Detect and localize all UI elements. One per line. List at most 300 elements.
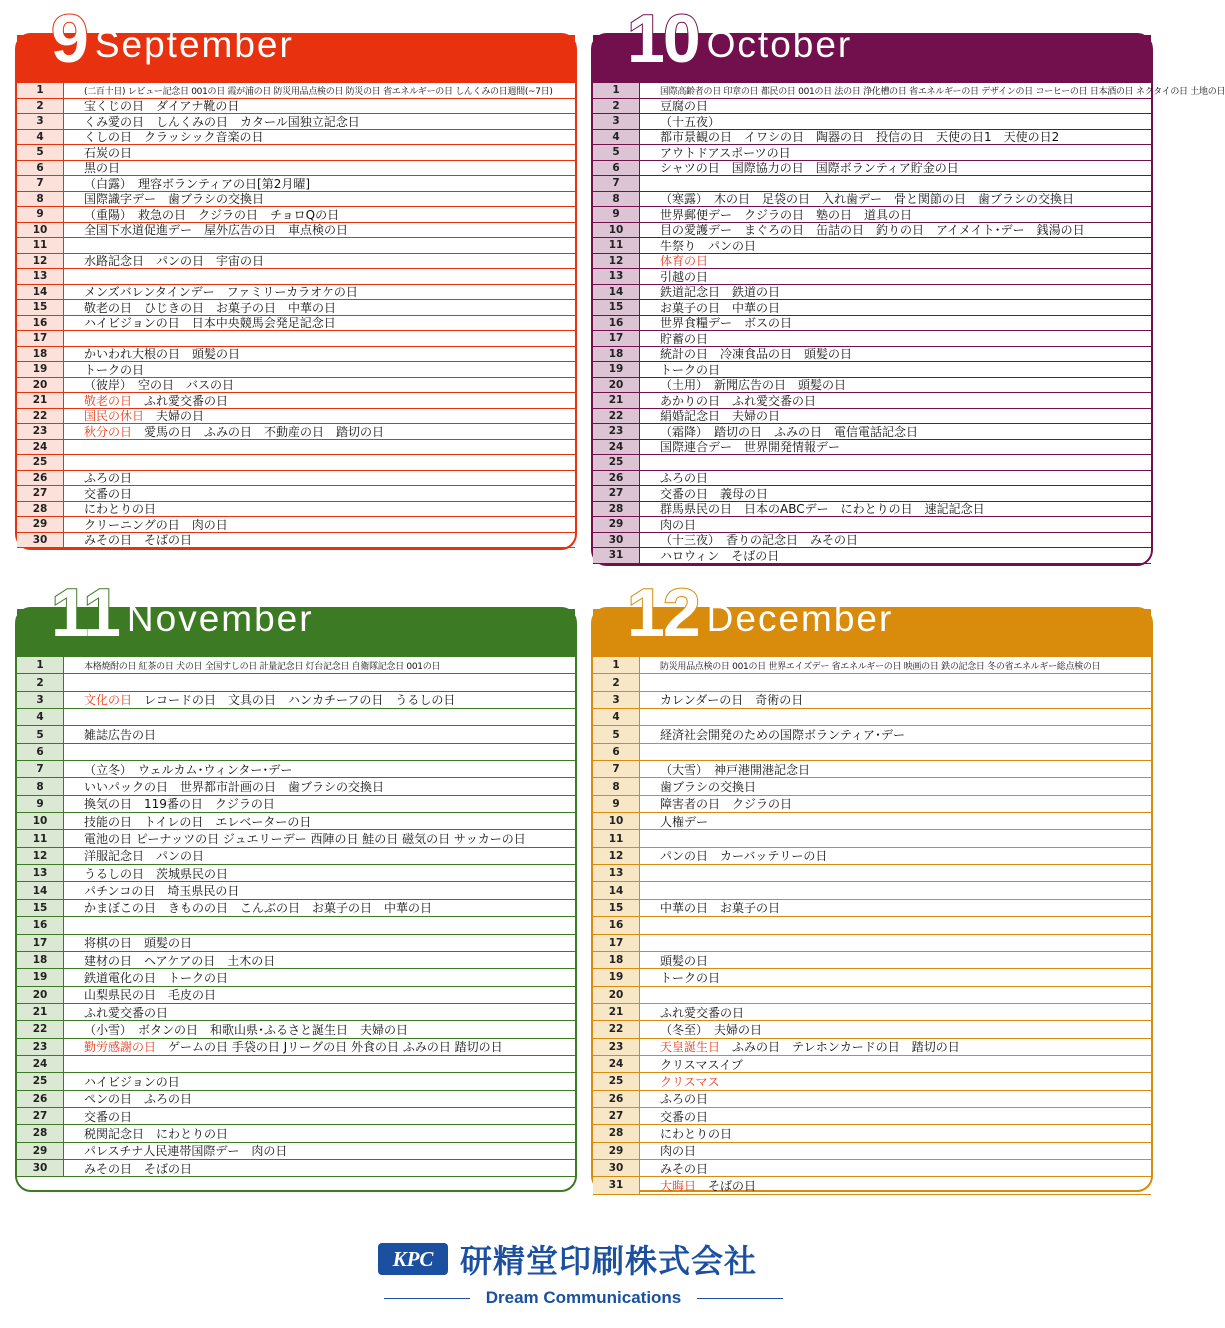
day-row — [17, 533, 575, 549]
day-number: 15 — [593, 900, 640, 916]
day-events — [64, 409, 575, 424]
day-events — [640, 987, 1151, 1003]
day-events — [64, 1108, 575, 1124]
day-row — [17, 1108, 575, 1125]
day-row — [17, 1073, 575, 1090]
day-events — [640, 848, 1151, 864]
day-events — [64, 1021, 575, 1037]
month-name: November — [126, 598, 314, 639]
day-number: 21 — [593, 1004, 640, 1020]
day-row — [593, 238, 1151, 254]
day-list — [593, 83, 1225, 564]
day-row — [593, 900, 1151, 917]
day-number: 29 — [17, 517, 64, 532]
day-number: 14 — [17, 882, 64, 898]
day-row — [17, 192, 575, 208]
day-events — [640, 192, 1151, 207]
day-number: 31 — [593, 548, 640, 563]
day-row — [17, 1039, 575, 1056]
event-text: （十三夜） 香りの記念日 みその日 — [660, 533, 859, 548]
day-events — [640, 1177, 1151, 1193]
day-row — [17, 409, 575, 425]
event-text: 本格焼酎の日 紅茶の日 犬の日 全国すしの日 計量記念日 灯台記念日 自衛隊記念日 001の日 — [84, 661, 441, 672]
day-number: 11 — [17, 830, 64, 846]
day-row — [17, 1091, 575, 1108]
day-row — [17, 486, 575, 502]
day-row — [17, 692, 575, 709]
event-text: ハイビジョンの日 日本中央競馬会発足記念日 — [84, 316, 336, 331]
day-number: 9 — [17, 796, 64, 812]
day-number: 3 — [593, 692, 640, 708]
day-number: 6 — [593, 161, 640, 176]
day-number: 23 — [17, 1039, 64, 1055]
day-events — [64, 917, 575, 933]
day-number: 11 — [593, 830, 640, 846]
event-text: （重陽） 救急の日 クジラの日 チョロQの日 — [84, 207, 340, 222]
month-number: 12 — [627, 575, 699, 651]
day-row — [17, 778, 575, 795]
day-events — [640, 548, 1151, 563]
day-number: 12 — [593, 254, 640, 269]
event-text: くみ愛の日 しんくみの日 カタール国独立記念日 — [84, 114, 360, 129]
event-text: （小雪） ボタンの日 和歌山県･ふるさと誕生日 夫婦の日 — [84, 1022, 409, 1037]
day-row — [593, 935, 1151, 952]
day-row — [17, 848, 575, 865]
company-logo[interactable] — [378, 1236, 757, 1282]
day-events — [640, 952, 1151, 968]
holiday-label: 秋分の日 — [84, 424, 133, 439]
day-events — [64, 238, 575, 253]
event-text: （寒露） 木の日 足袋の日 入れ歯デー 骨と関節の日 歯ブラシの交換日 — [660, 192, 1075, 207]
day-row — [593, 130, 1151, 146]
day-events — [64, 269, 575, 284]
day-events — [64, 848, 575, 864]
day-events — [64, 674, 575, 690]
day-number: 18 — [593, 952, 640, 968]
day-row — [17, 83, 575, 99]
event-text: パンの日 カーバッテリーの日 — [660, 849, 828, 864]
event-text: 群馬県民の日 日本のABCデー にわとりの日 速記記念日 — [660, 502, 985, 517]
event-text: トークの日 — [660, 362, 721, 377]
event-text: 全国下水道促進デー 屋外広告の日 車点検の日 — [84, 223, 349, 238]
day-row — [17, 424, 575, 440]
event-text: 交番の日 — [84, 1109, 133, 1124]
day-row — [593, 455, 1151, 471]
event-text: ハロウィン そばの日 — [660, 548, 780, 563]
day-events — [64, 362, 575, 377]
day-row — [593, 657, 1151, 674]
day-events — [64, 207, 575, 222]
event-text: 交番の日 義母の日 — [660, 486, 769, 501]
event-text: （大雪） 神戸港開港記念日 — [660, 762, 811, 777]
day-number: 20 — [17, 378, 64, 393]
day-row — [17, 99, 575, 115]
day-row — [593, 207, 1151, 223]
day-number: 17 — [593, 331, 640, 346]
day-row — [593, 192, 1151, 208]
event-text: 国際連合デー 世界開発情報デー — [660, 440, 841, 455]
day-row — [17, 502, 575, 518]
day-events — [640, 865, 1151, 881]
event-text: メンズバレンタインデー ファミリーカラオケの日 — [84, 285, 358, 300]
day-number: 28 — [593, 1125, 640, 1141]
day-events — [64, 1125, 575, 1141]
day-row — [593, 548, 1151, 564]
event-text: 世界食糧デー ボスの日 — [660, 316, 793, 331]
day-number: 19 — [593, 362, 640, 377]
event-text: いいパックの日 世界都市計画の日 歯ブラシの交換日 — [84, 780, 385, 795]
day-number: 26 — [17, 1091, 64, 1107]
day-row — [593, 378, 1151, 394]
day-row — [593, 1021, 1151, 1038]
day-number: 18 — [593, 347, 640, 362]
day-events — [640, 145, 1151, 160]
day-number: 16 — [17, 316, 64, 331]
day-events — [640, 362, 1151, 377]
day-number: 14 — [593, 882, 640, 898]
month-number: 10 — [627, 1, 699, 77]
day-events — [640, 393, 1151, 408]
day-events — [64, 1004, 575, 1020]
day-events — [640, 207, 1151, 222]
day-row — [593, 917, 1151, 934]
day-events — [640, 502, 1151, 517]
holiday-label: 国民の休日 — [84, 409, 145, 424]
event-text: シャツの日 国際協力の日 国際ボランティア貯金の日 — [660, 161, 959, 176]
day-number: 29 — [593, 1143, 640, 1159]
day-row — [17, 223, 575, 239]
day-number: 27 — [593, 1108, 640, 1124]
event-text: ふろの日 — [660, 471, 709, 486]
day-events — [640, 409, 1151, 424]
day-row — [593, 99, 1151, 115]
day-number: 19 — [593, 969, 640, 985]
day-row — [17, 130, 575, 146]
day-row — [17, 865, 575, 882]
day-row — [593, 285, 1151, 301]
day-row — [593, 778, 1151, 795]
day-events — [64, 347, 575, 362]
event-text: みその日 そばの日 — [84, 533, 193, 548]
event-text: 経済社会開発のための国際ボランティア･デー — [660, 728, 906, 743]
day-row — [17, 269, 575, 285]
day-events — [64, 987, 575, 1003]
event-text: ふれ愛交番の日 — [144, 393, 229, 408]
day-number: 10 — [593, 813, 640, 829]
event-text: あかりの日 ふれ愛交番の日 — [660, 393, 817, 408]
day-row — [17, 114, 575, 130]
event-text: 引越の日 — [660, 269, 709, 284]
day-events — [64, 969, 575, 985]
event-text: クリスマスイブ — [660, 1057, 743, 1072]
event-text: トークの日 — [84, 362, 145, 377]
day-number: 25 — [593, 455, 640, 470]
day-events — [640, 726, 1151, 742]
day-row — [593, 533, 1151, 549]
day-number: 1 — [593, 657, 640, 673]
day-events — [640, 657, 1151, 673]
day-row — [593, 709, 1151, 726]
day-number: 13 — [593, 269, 640, 284]
day-row — [593, 347, 1151, 363]
day-number: 29 — [17, 1143, 64, 1159]
day-row — [593, 300, 1151, 316]
day-events — [640, 533, 1151, 548]
day-row — [593, 1004, 1151, 1021]
day-events — [64, 935, 575, 951]
month-number: 11 — [51, 575, 119, 651]
day-row — [593, 987, 1151, 1004]
day-number: 3 — [17, 114, 64, 129]
day-events — [640, 674, 1151, 690]
day-number: 22 — [593, 1021, 640, 1037]
day-events — [64, 1091, 575, 1107]
day-number: 10 — [17, 223, 64, 238]
day-events — [64, 455, 575, 470]
day-events — [64, 99, 575, 114]
day-number: 23 — [17, 424, 64, 439]
day-number: 2 — [593, 99, 640, 114]
event-text: ペンの日 ふろの日 — [84, 1092, 193, 1107]
day-events — [64, 744, 575, 760]
event-text: かいわれ大根の日 頭髪の日 — [84, 347, 241, 362]
day-events — [640, 969, 1151, 985]
day-list — [17, 83, 575, 548]
day-number: 5 — [593, 145, 640, 160]
day-number: 17 — [17, 331, 64, 346]
day-number: 11 — [17, 238, 64, 253]
month-number: 9 — [51, 1, 87, 77]
day-events — [640, 882, 1151, 898]
day-number: 24 — [17, 1056, 64, 1072]
event-text: 国際識字デー 歯ブラシの交換日 — [84, 192, 265, 207]
day-number: 6 — [17, 744, 64, 760]
day-row — [593, 161, 1151, 177]
day-row — [17, 145, 575, 161]
day-events — [64, 882, 575, 898]
day-number: 28 — [17, 502, 64, 517]
day-number: 22 — [17, 1021, 64, 1037]
day-row — [17, 744, 575, 761]
event-text: ふれ愛交番の日 — [660, 1005, 745, 1020]
day-row — [17, 331, 575, 347]
event-text: お菓子の日 中華の日 — [660, 300, 781, 315]
day-number: 26 — [593, 1091, 640, 1107]
day-row — [593, 486, 1151, 502]
day-number: 19 — [17, 362, 64, 377]
event-text: 交番の日 — [84, 486, 133, 501]
day-number: 30 — [17, 1160, 64, 1176]
day-row — [593, 517, 1151, 533]
day-row — [593, 848, 1151, 865]
event-text: レコードの日 文具の日 ハンカチーフの日 うるしの日 — [144, 693, 456, 708]
event-text: 洋服記念日 パンの日 — [84, 849, 205, 864]
day-number: 6 — [17, 161, 64, 176]
day-number: 21 — [17, 1004, 64, 1020]
day-number: 28 — [17, 1125, 64, 1141]
day-events — [640, 254, 1151, 269]
day-number: 7 — [593, 761, 640, 777]
day-number: 9 — [593, 207, 640, 222]
holiday-label: 敬老の日 — [84, 393, 133, 408]
day-events — [640, 935, 1151, 951]
day-row — [17, 952, 575, 969]
event-text: 水路記念日 パンの日 宇宙の日 — [84, 254, 265, 269]
day-events — [640, 486, 1151, 501]
event-text: 歯ブラシの交換日 — [660, 780, 757, 795]
day-row — [17, 709, 575, 726]
day-number: 22 — [17, 409, 64, 424]
day-row — [17, 969, 575, 986]
day-events — [64, 709, 575, 725]
day-row — [17, 238, 575, 254]
day-row — [17, 761, 575, 778]
day-number: 4 — [17, 130, 64, 145]
day-number: 8 — [593, 778, 640, 794]
day-row — [593, 269, 1151, 285]
day-events — [640, 1108, 1151, 1124]
event-text: 電池の日 ピーナッツの日 ジュエリーデー 西陣の日 鮭の日 磁気の日 サッカーの日 — [84, 832, 526, 847]
day-events — [640, 130, 1151, 145]
event-text: ハイビジョンの日 — [84, 1074, 180, 1089]
day-row — [17, 917, 575, 934]
event-text: 都市景観の日 イワシの日 陶器の日 投信の日 天使の日1 天使の日2 — [660, 130, 1060, 145]
day-number: 30 — [17, 533, 64, 548]
event-text: 石炭の日 — [84, 145, 133, 160]
day-number: 1 — [17, 83, 64, 98]
day-events — [640, 1143, 1151, 1159]
day-events — [64, 424, 575, 439]
day-events — [640, 347, 1151, 362]
event-text: そばの日 — [708, 1178, 757, 1193]
day-row — [17, 935, 575, 952]
day-row — [593, 471, 1151, 487]
day-events — [640, 517, 1151, 532]
day-row — [17, 254, 575, 270]
day-number: 16 — [593, 917, 640, 933]
day-number: 7 — [17, 761, 64, 777]
day-number: 31 — [593, 1177, 640, 1193]
day-row — [593, 114, 1151, 130]
day-number: 7 — [17, 176, 64, 191]
month-heading — [627, 1, 853, 77]
november-panel — [15, 575, 577, 1192]
day-row — [17, 393, 575, 409]
day-list — [593, 657, 1151, 1195]
event-text: みその日 そばの日 — [84, 1161, 193, 1176]
day-events — [640, 1039, 1151, 1055]
day-number: 27 — [17, 486, 64, 501]
day-row — [593, 813, 1151, 830]
company-name: 研精堂印刷株式会社 — [460, 1242, 758, 1280]
tagline-rule-left — [384, 1298, 470, 1299]
event-text: 統計の日 冷凍食品の日 頭髪の日 — [660, 347, 853, 362]
day-row — [593, 145, 1151, 161]
day-events — [64, 300, 575, 315]
day-row — [17, 813, 575, 830]
day-number: 1 — [17, 657, 64, 673]
day-row — [17, 796, 575, 813]
day-row — [593, 316, 1151, 332]
day-events — [64, 900, 575, 916]
day-number: 4 — [17, 709, 64, 725]
day-number: 2 — [593, 674, 640, 690]
day-number: 21 — [593, 393, 640, 408]
day-number: 16 — [17, 917, 64, 933]
day-events — [64, 761, 575, 777]
month-heading — [51, 575, 314, 651]
day-events — [640, 378, 1151, 393]
event-text: 絹婚記念日 夫婦の日 — [660, 409, 781, 424]
day-events — [640, 761, 1151, 777]
day-events — [640, 99, 1151, 114]
day-events — [64, 130, 575, 145]
october-panel — [591, 1, 1225, 566]
day-events — [640, 424, 1151, 439]
day-events — [64, 471, 575, 486]
day-number: 24 — [593, 440, 640, 455]
day-number: 21 — [17, 393, 64, 408]
day-events — [640, 830, 1151, 846]
day-number: 5 — [17, 145, 64, 160]
day-number: 4 — [593, 130, 640, 145]
day-number: 16 — [593, 316, 640, 331]
day-row — [593, 83, 1225, 99]
footer — [0, 1236, 1167, 1316]
day-row — [593, 1056, 1151, 1073]
day-events — [640, 813, 1151, 829]
day-number: 15 — [593, 300, 640, 315]
holiday-label: 体育の日 — [660, 254, 709, 269]
day-number: 10 — [593, 223, 640, 238]
kpc-logo-mark: KPC — [378, 1243, 448, 1275]
event-text: 換気の日 119番の日 クジラの日 — [84, 797, 275, 812]
day-row — [17, 517, 575, 533]
holiday-label: 勤労感謝の日 — [84, 1040, 157, 1055]
day-events — [64, 657, 575, 673]
day-row — [593, 331, 1151, 347]
day-events — [640, 471, 1151, 486]
day-number: 3 — [17, 692, 64, 708]
day-number: 15 — [17, 900, 64, 916]
day-row — [17, 378, 575, 394]
day-events — [640, 692, 1151, 708]
day-events — [640, 1073, 1151, 1089]
day-events — [64, 692, 575, 708]
day-row — [17, 176, 575, 192]
day-row — [593, 176, 1151, 192]
day-row — [593, 502, 1151, 518]
day-events — [64, 393, 575, 408]
month-box — [15, 33, 577, 550]
event-text: 肉の日 — [660, 517, 697, 532]
day-row — [17, 316, 575, 332]
day-events — [640, 709, 1151, 725]
day-number: 19 — [17, 969, 64, 985]
day-number: 14 — [17, 285, 64, 300]
event-text: 鉄道記念日 鉄道の日 — [660, 285, 781, 300]
day-events — [640, 744, 1151, 760]
day-events — [640, 285, 1151, 300]
event-text: ふみの日 テレホンカードの日 踏切の日 — [732, 1040, 960, 1055]
day-number: 30 — [593, 533, 640, 548]
day-row — [593, 409, 1151, 425]
day-row — [17, 830, 575, 847]
day-number: 5 — [593, 726, 640, 742]
event-text: ふれ愛交番の日 — [84, 1005, 169, 1020]
day-events — [640, 161, 1151, 176]
day-number: 12 — [593, 848, 640, 864]
